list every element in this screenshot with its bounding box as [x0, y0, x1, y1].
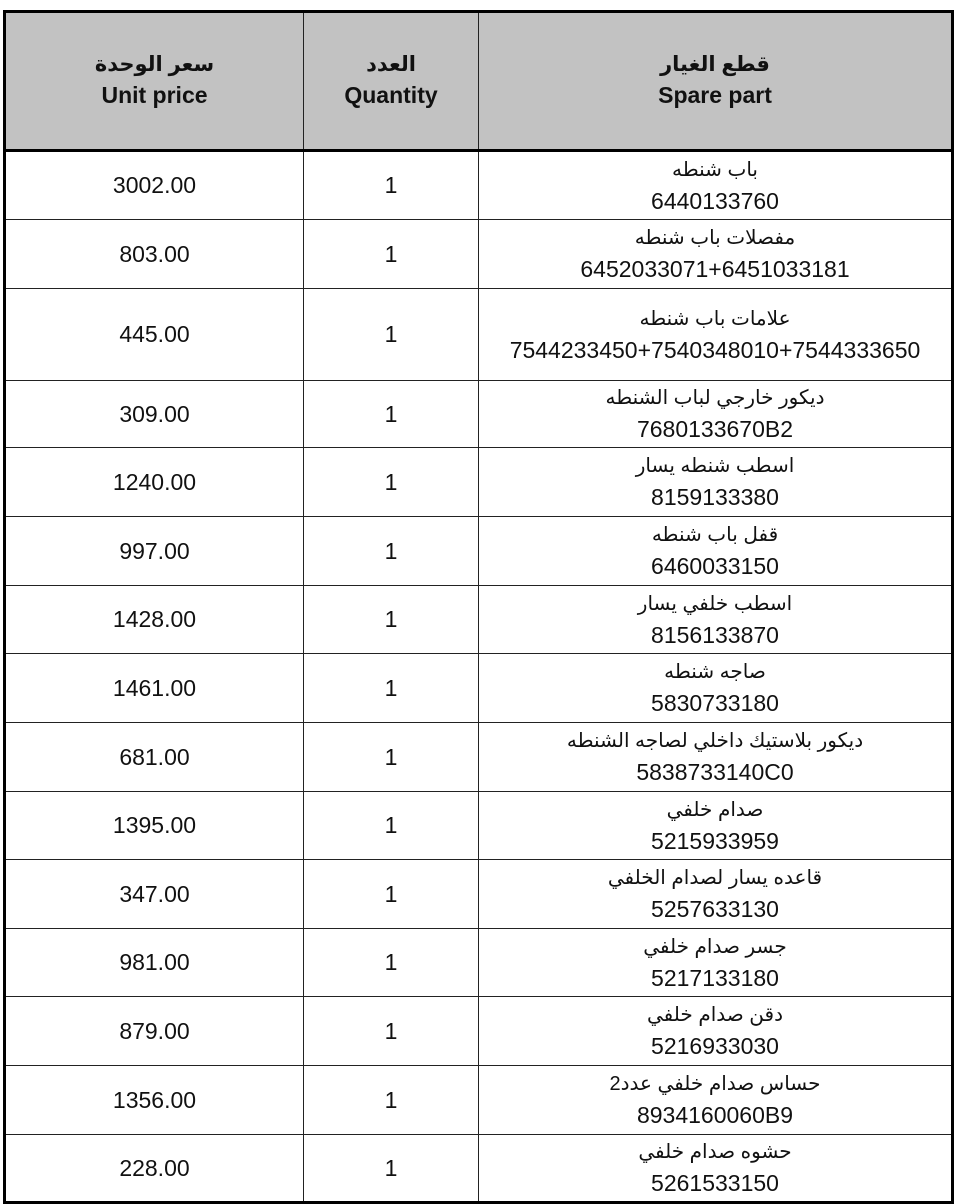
table-row	[5, 151, 953, 220]
spare-part-name: حشوه صدام خلفي	[638, 1141, 792, 1163]
quantity-cell: 1	[304, 1066, 479, 1135]
header-quantity-ar: العدد	[366, 53, 416, 76]
quantity-cell: 1	[304, 723, 479, 792]
spare-part-number: 5830733180	[651, 690, 779, 716]
spare-part-cell	[479, 860, 953, 929]
quantity-cell: 1	[304, 1135, 479, 1203]
spare-part-name: مفصلات باب شنطه	[634, 227, 796, 249]
spare-part-name: ديكور بلاستيك داخلي لصاجه الشنطه	[566, 730, 864, 752]
spare-part-number: 8934160060B9	[636, 1102, 794, 1128]
quantity-cell: 1	[304, 220, 479, 289]
spare-part-cell	[479, 220, 953, 289]
unit-price-cell: 228.00	[5, 1135, 304, 1203]
quantity-cell: 1	[304, 997, 479, 1066]
spare-part-cell	[479, 792, 953, 860]
unit-price-cell: 1356.00	[5, 1066, 304, 1135]
spare-part-name: صاجه شنطه	[664, 661, 766, 683]
spare-part-number: 5216933030	[651, 1033, 779, 1059]
spare-part-name: قاعده يسار لصدام الخلفي	[607, 867, 823, 889]
spare-part-name: قفل باب شنطه	[651, 524, 779, 546]
table-row	[5, 517, 953, 586]
spare-part-cell	[479, 723, 953, 792]
unit-price-cell: 681.00	[5, 723, 304, 792]
unit-price-cell: 997.00	[5, 517, 304, 586]
table-row	[5, 929, 953, 997]
spare-parts-table	[3, 10, 954, 1204]
table-row	[5, 1066, 953, 1135]
spare-part-name: جسر صدام خلفي	[643, 935, 787, 958]
quantity-cell: 1	[304, 151, 479, 220]
table-row	[5, 792, 953, 860]
table-row	[5, 381, 953, 448]
spare-part-name: دقن صدام خلفي	[647, 1004, 783, 1026]
spare-part-cell	[479, 151, 953, 220]
quantity-cell: 1	[304, 381, 479, 448]
quantity-cell: 1	[304, 929, 479, 997]
unit-price-cell: 1240.00	[5, 448, 304, 517]
spare-part-cell	[479, 929, 953, 997]
unit-price-cell: 347.00	[5, 860, 304, 929]
unit-price-cell: 309.00	[5, 381, 304, 448]
quantity-cell: 1	[304, 289, 479, 381]
spare-part-number: 8156133870	[651, 621, 779, 648]
unit-price-cell: 1395.00	[5, 792, 304, 860]
table-row	[5, 860, 953, 929]
header-row	[5, 12, 953, 151]
table-row	[5, 654, 953, 723]
spare-part-number: 7544233450+7540348010+7544333650	[509, 336, 921, 363]
spare-part-number: 5217133180	[651, 964, 779, 991]
header-quantity-en: Quantity	[344, 82, 438, 108]
spare-part-cell	[479, 586, 953, 654]
spare-part-cell	[479, 1135, 953, 1203]
spare-part-number: 8159133380	[651, 484, 779, 510]
table-header	[5, 12, 953, 151]
header-spare-part-en: Spare part	[658, 82, 772, 108]
unit-price-cell: 3002.00	[5, 151, 304, 220]
spare-part-number: 7680133670B2	[636, 416, 794, 442]
header-unit-price-en: Unit price	[101, 82, 208, 108]
quantity-cell: 1	[304, 448, 479, 517]
spare-part-cell	[479, 1066, 953, 1135]
spare-part-cell	[479, 448, 953, 517]
header-spare-part	[479, 12, 953, 151]
spare-part-name: اسطب شنطه يسار	[635, 455, 795, 477]
spare-part-number: 6460033150	[651, 553, 779, 579]
table-row	[5, 1135, 953, 1203]
spare-part-number: 5257633130	[651, 896, 779, 922]
header-quantity	[304, 12, 479, 151]
spare-part-number: 6452033071+6451033181	[580, 256, 850, 282]
spare-part-name: اسطب خلفي يسار	[637, 592, 793, 615]
table-row	[5, 220, 953, 289]
table-body	[5, 151, 953, 1203]
spare-part-cell	[479, 517, 953, 586]
quantity-cell: 1	[304, 586, 479, 654]
header-unit-price-ar: سعر الوحدة	[94, 53, 215, 76]
quantity-cell: 1	[304, 860, 479, 929]
table-row	[5, 289, 953, 381]
spare-part-name: علامات باب شنطه	[639, 307, 791, 330]
spare-part-number: 5261533150	[651, 1170, 779, 1196]
spare-part-number: 5215933959	[651, 827, 779, 854]
spare-part-cell	[479, 289, 953, 381]
quantity-cell: 1	[304, 517, 479, 586]
table-row	[5, 723, 953, 792]
header-unit-price	[5, 12, 304, 151]
table-row	[5, 448, 953, 517]
spare-part-cell	[479, 381, 953, 448]
table-row	[5, 586, 953, 654]
spare-part-name: باب شنطه	[672, 158, 758, 181]
header-spare-part-ar: قطع الغيار	[660, 53, 770, 76]
unit-price-cell: 803.00	[5, 220, 304, 289]
unit-price-cell: 879.00	[5, 997, 304, 1066]
unit-price-cell: 1461.00	[5, 654, 304, 723]
spare-part-name: حساس صدام خلفي عدد2	[609, 1073, 821, 1095]
quantity-cell: 1	[304, 792, 479, 860]
unit-price-cell: 445.00	[5, 289, 304, 381]
unit-price-cell: 981.00	[5, 929, 304, 997]
spare-part-number: 5838733140C0	[636, 759, 794, 785]
unit-price-cell: 1428.00	[5, 586, 304, 654]
spare-part-cell	[479, 654, 953, 723]
spare-part-cell	[479, 997, 953, 1066]
spare-part-number: 6440133760	[651, 187, 779, 214]
table-row	[5, 997, 953, 1066]
spare-part-name: ديكور خارجي لباب الشنطه	[605, 387, 825, 409]
quantity-cell: 1	[304, 654, 479, 723]
spare-part-name: صدام خلفي	[666, 798, 764, 821]
